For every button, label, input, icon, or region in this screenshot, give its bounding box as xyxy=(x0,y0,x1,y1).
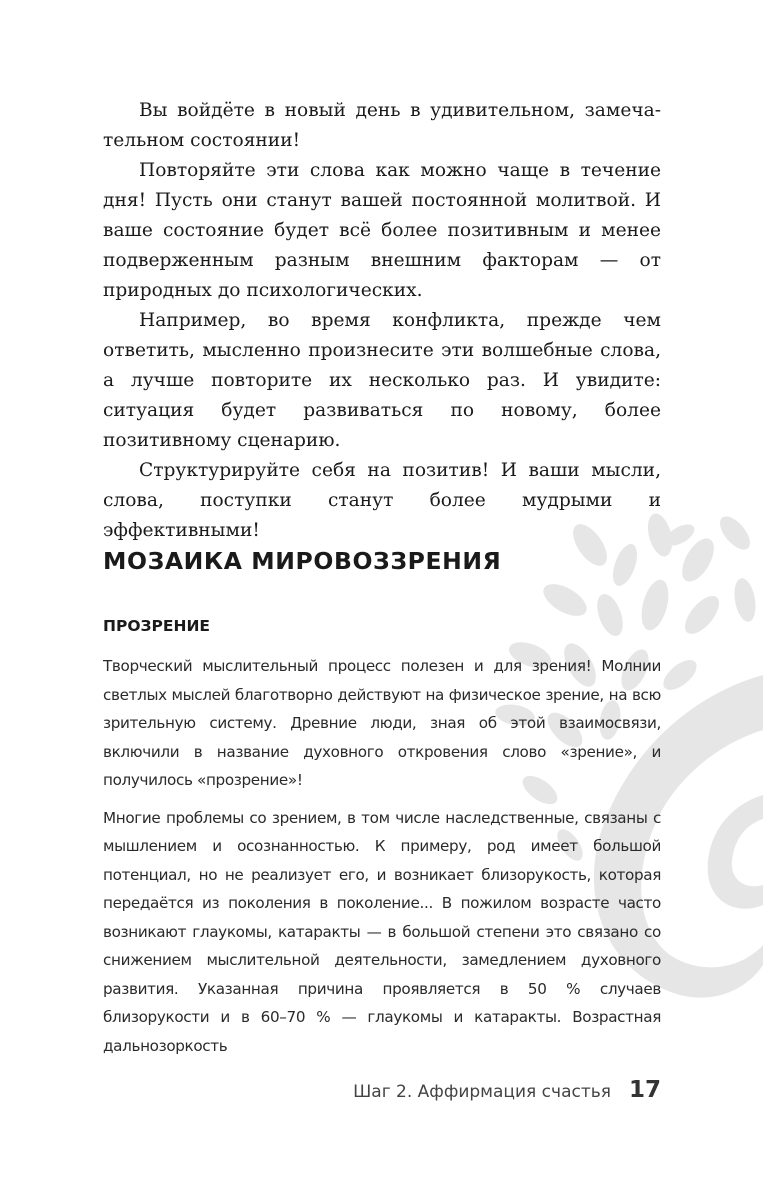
body-paragraph: Многие проблемы со зрением, в том числе наследственные, связаны с мышлением и осознанностью. К примеру, род имеет большой потенциал, но не реализует его, и возникает близорукость, которая передаётся из поколения в поколение... В пожилом возрасте часто возникают глаукомы, катаракты — в большой степени это связано со снижением мыслительной деятельности, замедлением духовного развития. Указанная причина проявляется в 50 % случаев близорукости и в 60–70 % — глаукомы и катаракты. Возрастная дальнозоркость xyxy=(103,808,661,1055)
page-number: 17 xyxy=(628,1077,661,1103)
body-text-block xyxy=(103,652,661,1069)
body-paragraph: Творческий мыслительный процесс полезен и для зрения! Молнии светлых мыслей благотворно действуют на физическое зрение, на всю зрительную систему. Древние люди, зная об этой взаимосвязи, включили в название духовного откровения слово «зрение», и получилось «прозрение»! xyxy=(103,657,661,789)
intro-paragraph: Вы войдёте в новый день в удивительном, замечательном состоянии! xyxy=(103,100,661,151)
page-footer xyxy=(353,1077,661,1103)
section-title: МОЗАИКА МИРОВОЗЗРЕНИЯ xyxy=(103,547,502,575)
subsection-title: ПРОЗРЕНИЕ xyxy=(103,617,211,635)
intro-paragraph: Например, во время конфликта, прежде чем ответить, мысленно произнесите эти волшебные слова, а лучше повторите их несколько раз. И увидите: ситуация будет развиваться по новому, более позитивному сценарию. xyxy=(103,310,661,451)
intro-paragraph: Повторяйте эти слова как можно чаще в течение дня! Пусть они станут вашей постоянной молитвой. И ваше состояние будет всё более позитивным и менее подверженным разным внешним факторам — от природных до психологических. xyxy=(103,160,661,301)
running-footer-chapter: Шаг 2. Аффирмация счастья xyxy=(353,1082,611,1102)
intro-paragraph: Структурируйте себя на позитив! И ваши мысли, слова, поступки станут более мудрыми и эффективными! xyxy=(103,460,661,541)
intro-text-block xyxy=(103,96,661,546)
